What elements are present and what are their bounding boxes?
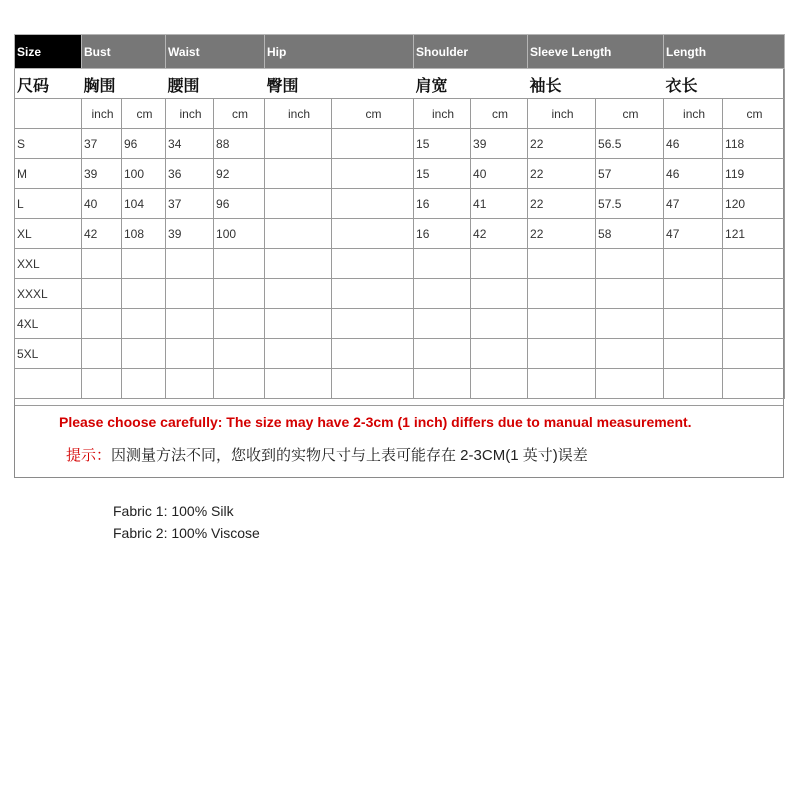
measurement-cell — [265, 219, 332, 249]
unit-label-cm: cm — [471, 99, 528, 129]
measurement-cell: 96 — [214, 189, 265, 219]
size-label: XL — [15, 219, 82, 249]
measurement-cell — [166, 339, 214, 369]
unit-label-inch: inch — [528, 99, 596, 129]
measurement-cell — [596, 249, 664, 279]
measurement-cell: 57.5 — [596, 189, 664, 219]
measurement-cell: 108 — [122, 219, 166, 249]
notice-chinese — [66, 444, 588, 465]
measurement-cell — [332, 249, 414, 279]
measurement-cell: 40 — [82, 189, 122, 219]
measurement-cell — [664, 279, 723, 309]
unit-label-inch: inch — [414, 99, 471, 129]
unit-label-cm: cm — [332, 99, 414, 129]
size-label — [15, 369, 82, 399]
table-row — [15, 129, 785, 159]
measurement-cell — [723, 309, 785, 339]
measurement-cell — [664, 339, 723, 369]
fabric-line-2: Fabric 2: 100% Viscose — [113, 525, 260, 541]
measurement-cell — [166, 369, 214, 399]
measurement-cell — [166, 249, 214, 279]
header-cn-size: 尺码 — [15, 69, 82, 99]
measurement-cell — [265, 309, 332, 339]
unit-label-inch: inch — [664, 99, 723, 129]
measurement-cell: 47 — [664, 189, 723, 219]
measurement-cell — [265, 159, 332, 189]
measurement-cell: 39 — [471, 129, 528, 159]
table-row — [15, 219, 785, 249]
measurement-cell — [723, 279, 785, 309]
measurement-cell: 118 — [723, 129, 785, 159]
measurement-cell — [596, 369, 664, 399]
size-rows — [15, 129, 785, 399]
measurement-cell — [528, 249, 596, 279]
measurement-cell: 41 — [471, 189, 528, 219]
table-row — [15, 339, 785, 369]
measurement-cell — [471, 279, 528, 309]
measurement-cell: 92 — [214, 159, 265, 189]
table-row — [15, 369, 785, 399]
measurement-cell: 36 — [166, 159, 214, 189]
measurement-cell — [528, 369, 596, 399]
header-cn-bust: 胸围 — [82, 69, 166, 99]
measurement-cell — [214, 249, 265, 279]
measurement-cell — [265, 279, 332, 309]
measurement-cell: 22 — [528, 159, 596, 189]
measurement-cell — [723, 339, 785, 369]
measurement-cell — [82, 369, 122, 399]
units-blank-cell — [15, 99, 82, 129]
table-row — [15, 279, 785, 309]
header-cn-sleeve: 袖长 — [528, 69, 664, 99]
measurement-cell — [414, 249, 471, 279]
measurement-cell — [596, 309, 664, 339]
header-sleeve-length: Sleeve Length — [528, 35, 664, 69]
measurement-cell — [122, 309, 166, 339]
measurement-cell: 39 — [166, 219, 214, 249]
measurement-cell — [414, 369, 471, 399]
measurement-cell — [214, 369, 265, 399]
measurement-cell — [166, 279, 214, 309]
measurement-cell — [122, 249, 166, 279]
measurement-cell — [122, 339, 166, 369]
header-length: Length — [664, 35, 785, 69]
table-row — [15, 309, 785, 339]
measurement-cell: 42 — [82, 219, 122, 249]
measurement-cell — [214, 279, 265, 309]
measurement-cell: 22 — [528, 219, 596, 249]
measurement-cell: 58 — [596, 219, 664, 249]
measurement-cell — [723, 249, 785, 279]
measurement-cell — [82, 309, 122, 339]
measurement-cell — [166, 309, 214, 339]
header-waist: Waist — [166, 35, 265, 69]
measurement-cell: 121 — [723, 219, 785, 249]
size-label: 4XL — [15, 309, 82, 339]
table-row — [15, 249, 785, 279]
measurement-cell — [596, 279, 664, 309]
size-label: XXXL — [15, 279, 82, 309]
measurement-cell — [122, 369, 166, 399]
measurement-cell — [82, 279, 122, 309]
notice-hint-label: 提示： — [66, 447, 112, 464]
size-label: L — [15, 189, 82, 219]
measurement-cell — [414, 339, 471, 369]
measurement-cell: 100 — [122, 159, 166, 189]
table-row — [15, 189, 785, 219]
unit-label-cm: cm — [214, 99, 265, 129]
size-label: S — [15, 129, 82, 159]
header-cn-hip: 臀围 — [265, 69, 414, 99]
fabric-line-1: Fabric 1: 100% Silk — [113, 503, 234, 519]
measurement-cell: 46 — [664, 129, 723, 159]
measurement-cell: 39 — [82, 159, 122, 189]
measurement-cell — [471, 249, 528, 279]
measurement-cell — [214, 339, 265, 369]
measurement-cell: 96 — [122, 129, 166, 159]
header-row-en — [15, 35, 785, 69]
measurement-cell: 42 — [471, 219, 528, 249]
unit-label-cm: cm — [596, 99, 664, 129]
unit-label-inch: inch — [166, 99, 214, 129]
measurement-cell — [265, 129, 332, 159]
header-row-cn — [15, 69, 785, 99]
size-label: 5XL — [15, 339, 82, 369]
measurement-cell — [265, 189, 332, 219]
measurement-cell — [332, 339, 414, 369]
measurement-cell — [528, 339, 596, 369]
size-label: XXL — [15, 249, 82, 279]
measurement-cell — [471, 309, 528, 339]
measurement-cell — [332, 219, 414, 249]
measurement-cell — [414, 279, 471, 309]
measurement-cell — [332, 129, 414, 159]
header-bust: Bust — [82, 35, 166, 69]
measurement-cell: 88 — [214, 129, 265, 159]
measurement-cell — [332, 369, 414, 399]
measurement-cell — [82, 249, 122, 279]
measurement-cell: 119 — [723, 159, 785, 189]
measurement-cell — [332, 279, 414, 309]
measurement-cell — [265, 369, 332, 399]
size-chart-table — [14, 34, 785, 399]
measurement-cell: 37 — [82, 129, 122, 159]
header-shoulder: Shoulder — [414, 35, 528, 69]
header-cn-waist: 腰围 — [166, 69, 265, 99]
header-hip: Hip — [265, 35, 414, 69]
measurement-cell: 56.5 — [596, 129, 664, 159]
header-size: Size — [15, 35, 82, 69]
measurement-cell — [414, 309, 471, 339]
measurement-cell — [723, 369, 785, 399]
measurement-cell — [471, 369, 528, 399]
measurement-cell — [332, 309, 414, 339]
unit-label-cm: cm — [122, 99, 166, 129]
measurement-cell: 22 — [528, 129, 596, 159]
measurement-cell — [82, 339, 122, 369]
notice-english: Please choose carefully: The size may have 2-3cm (1 inch) differs due to manual measurement. — [59, 414, 692, 430]
measurement-cell: 16 — [414, 189, 471, 219]
measurement-cell: 57 — [596, 159, 664, 189]
measurement-cell: 40 — [471, 159, 528, 189]
measurement-cell — [528, 309, 596, 339]
measurement-cell — [664, 309, 723, 339]
measurement-cell — [214, 309, 265, 339]
measurement-cell: 22 — [528, 189, 596, 219]
measurement-cell — [596, 339, 664, 369]
measurement-cell — [528, 279, 596, 309]
unit-label-inch: inch — [265, 99, 332, 129]
measurement-cell — [332, 189, 414, 219]
notice-hint-text: 因测量方法不同，您收到的实物尺寸与上表可能存在 2-3CM(1 英寸)误差 — [111, 447, 588, 464]
measurement-cell: 15 — [414, 129, 471, 159]
measurement-cell — [471, 339, 528, 369]
measurement-cell — [265, 249, 332, 279]
measurement-cell: 37 — [166, 189, 214, 219]
measurement-cell — [122, 279, 166, 309]
measurement-cell: 46 — [664, 159, 723, 189]
measurement-cell: 16 — [414, 219, 471, 249]
header-cn-shoulder: 肩宽 — [414, 69, 528, 99]
unit-label-inch: inch — [82, 99, 122, 129]
measurement-cell — [664, 249, 723, 279]
measurement-cell — [332, 159, 414, 189]
measurement-cell: 47 — [664, 219, 723, 249]
measurement-notice — [15, 405, 783, 478]
table-row — [15, 159, 785, 189]
measurement-cell — [265, 339, 332, 369]
measurement-cell: 100 — [214, 219, 265, 249]
measurement-cell: 120 — [723, 189, 785, 219]
unit-label-cm: cm — [723, 99, 785, 129]
size-label: M — [15, 159, 82, 189]
measurement-cell — [664, 369, 723, 399]
measurement-cell: 104 — [122, 189, 166, 219]
header-cn-length: 衣长 — [664, 69, 785, 99]
units-row — [15, 99, 785, 129]
measurement-cell: 15 — [414, 159, 471, 189]
measurement-cell: 34 — [166, 129, 214, 159]
